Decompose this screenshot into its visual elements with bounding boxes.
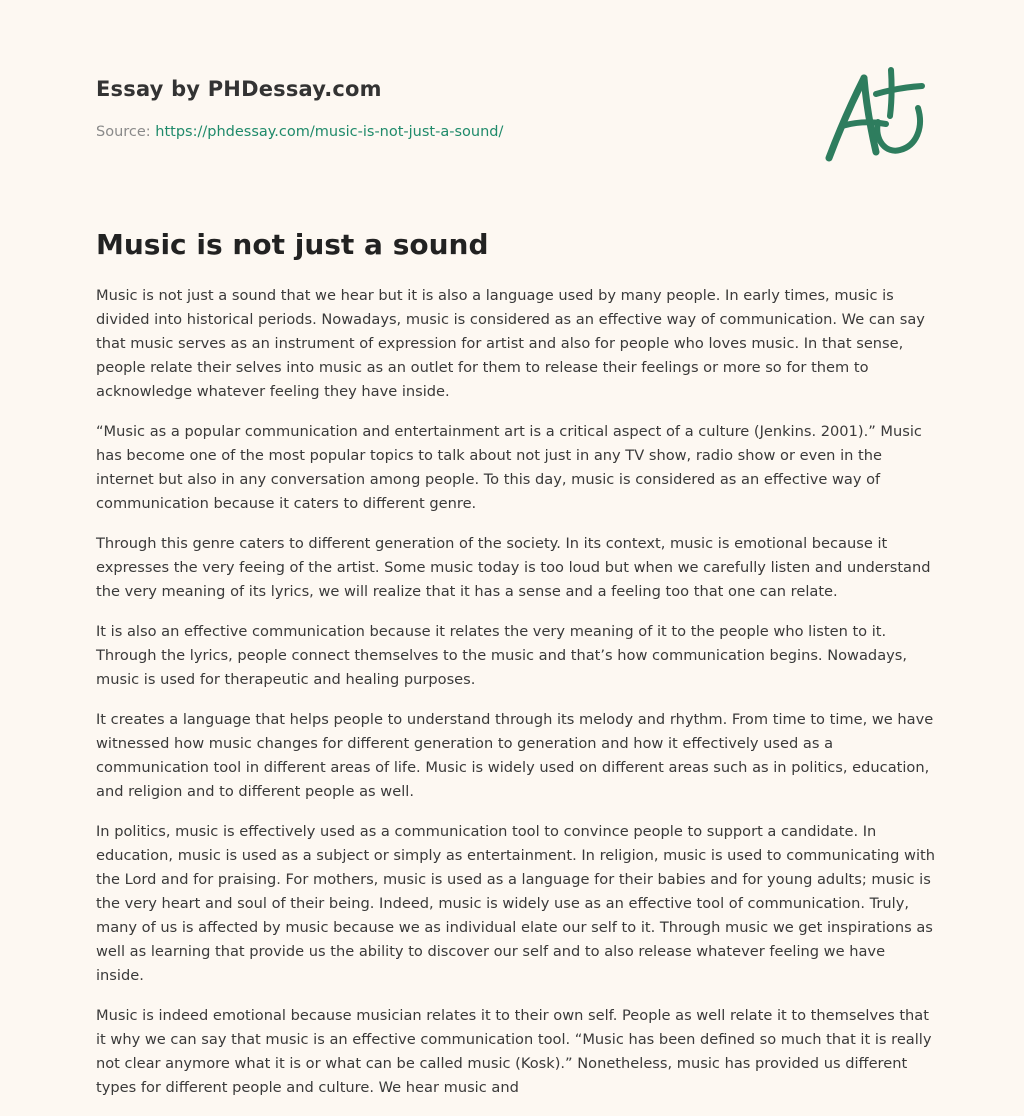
a-plus-strokes <box>829 70 922 158</box>
essay-paragraph: “Music as a popular communication and entertainment art is a critical aspect of a culture (Jenkins. 2001).” Music has become one of the most popular topics to talk about not just in any TV show, radio show or even in the internet but also in any conversation among people. To this day, music is considered as an effective way of communication because it caters to different genre. <box>96 423 922 512</box>
source-label: Source: <box>96 124 156 140</box>
essay-paragraph: Music is indeed emotional because musician relates it to their own self. People as well relate it to themselves that it why we can say that music is an effective communication tool. “Music has been defined so much that it is really not clear anymore what it is or what can be called music (Kosk).” Nonetheless, music has provided us different types for different people and culture. We hear music and <box>96 1007 932 1096</box>
a-plus-grade-icon <box>820 64 930 168</box>
brand-title: Essay by PHDessay.com <box>96 77 382 101</box>
essay-paragraph: Music is not just a sound that we hear but it is also a language used by many people. In early times, music is divided into historical periods. Nowadays, music is considered as an effective way of communication. We can say that music serves as an instrument of expression for artist and also for people who loves music. In that sense, people relate their selves into music as an outlet for them to release their feelings or more so for them to acknowledge whatever feeling they have inside. <box>96 287 925 400</box>
essay-paragraph: In politics, music is effectively used as a communication tool to convince people to support a candidate. In education, music is used as a subject or simply as entertainment. In religion, music is used to communicating with the Lord and for praising. For mothers, music is used as a language for their babies and for young adults; music is the very heart and soul of their being. Indeed, music is widely use as an effective tool of communication. Truly, many of us is affected by music because we as individual elate our self to it. Through music we get inspirations as well as learning that provide us the ability to discover our self and to also release whatever feeling we have inside. <box>96 823 936 984</box>
essay-header <box>96 74 716 142</box>
essay-paragraph: Through this genre caters to different generation of the society. In its context, music is emotional because it expresses the very feeing of the artist. Some music today is too loud but when we carefully listen and understand the very meaning of its lyrics, we will realize that it has a sense and a feeling too that one can relate. <box>96 535 931 600</box>
essay-paragraph: It is also an effective communication because it relates the very meaning of it to the people who listen to it. Through the lyrics, people connect themselves to the music and that’s how communication begins. Nowadays, music is used for therapeutic and healing purposes. <box>96 623 908 688</box>
source-link[interactable]: https://phdessay.com/music-is-not-just-a-sound/ <box>155 124 504 140</box>
essay-title: Music is not just a sound <box>96 228 489 261</box>
essay-paragraph: It creates a language that helps people to understand through its melody and rhythm. From time to time, we have witnessed how music changes for different generation to generation and how it effectively used as a communication tool in different areas of life. Music is widely used on different areas such as in politics, education, and religion and to different people as well. <box>96 711 934 800</box>
a-plus-logo-svg <box>820 64 930 168</box>
essay-body <box>96 284 936 1116</box>
source-line <box>96 122 716 142</box>
